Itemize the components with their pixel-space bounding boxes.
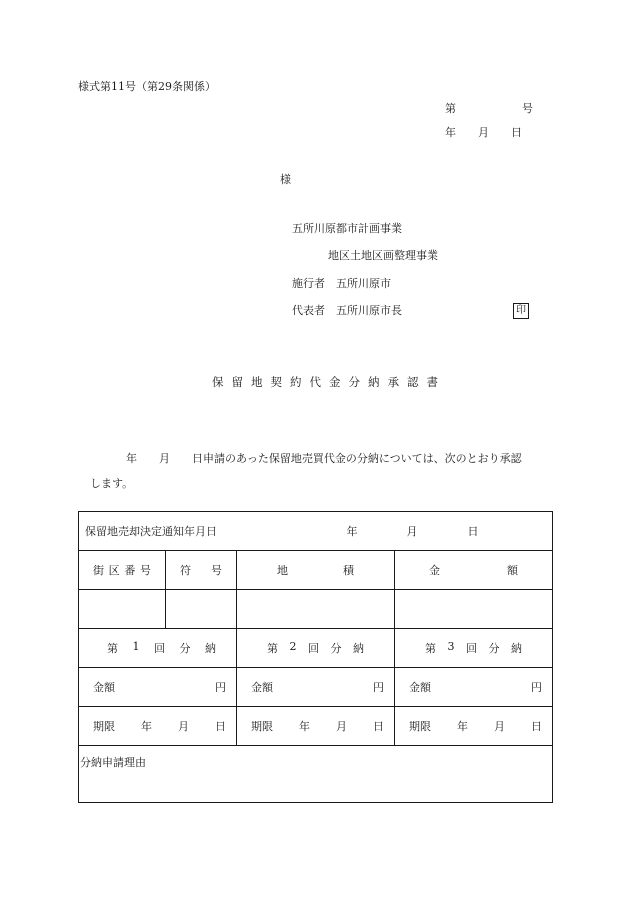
decision-date-day: 日	[467, 525, 479, 538]
reason-cell[interactable]	[79, 746, 553, 803]
header-amount: 金 額	[395, 551, 553, 590]
decision-date-row	[79, 512, 553, 551]
document-number: 第 号	[445, 102, 533, 115]
lot-number-input[interactable]	[166, 590, 237, 629]
installment-2-amount[interactable]: 金額 円	[237, 668, 395, 707]
installment-3-amount[interactable]: 金額 円	[395, 668, 553, 707]
approval-text	[78, 446, 553, 497]
header-area: 地 積	[237, 551, 395, 590]
project-name-line1: 五所川原都市計画事業	[292, 222, 402, 235]
approval-text-line1: 年 月 日申請のあった保留地売買代金の分納については、次のとおり承認	[126, 452, 522, 465]
reason-row	[79, 746, 553, 803]
document-date: 年 月 日	[445, 126, 522, 139]
installment-1-header: 第 1 回 分 納	[79, 629, 237, 668]
approval-text-line2: します。	[90, 477, 134, 491]
form-number: 様式第11号（第29条関係）	[78, 80, 216, 93]
amount-row	[79, 668, 553, 707]
block-number-input[interactable]	[79, 590, 166, 629]
document-title: 保留地契約代金分納承認書	[212, 375, 446, 389]
decision-date-month: 月	[406, 525, 418, 538]
area-input[interactable]	[237, 590, 395, 629]
installment-2-deadline[interactable]: 期限 年 月 日	[237, 707, 395, 746]
decision-date-label: 保留地売却決定通知年月日	[85, 525, 217, 538]
deadline-row	[79, 707, 553, 746]
installment-1-amount[interactable]: 金額 円	[79, 668, 237, 707]
executor: 施行者 五所川原市	[292, 277, 391, 290]
installment-table	[78, 511, 553, 803]
recipient-suffix: 様	[280, 173, 291, 186]
header-block-number: 街 区 番 号	[79, 551, 166, 590]
representative: 代表者 五所川原市長	[292, 304, 402, 317]
seal-mark: 印	[513, 303, 529, 319]
header-row	[79, 551, 553, 590]
entry-row	[79, 590, 553, 629]
amount-input[interactable]	[395, 590, 553, 629]
installment-header-row	[79, 629, 553, 668]
project-name-line2: 地区土地区画整理事業	[328, 249, 438, 262]
decision-date-cell	[79, 512, 553, 551]
installment-2-header: 第 2 回 分 納	[237, 629, 395, 668]
reason-label: 分納申請理由	[80, 756, 146, 769]
installment-3-header: 第 3 回 分 納	[395, 629, 553, 668]
header-lot-number: 符 号	[166, 551, 237, 590]
decision-date-year: 年	[346, 525, 358, 538]
installment-3-deadline[interactable]: 期限 年 月 日	[395, 707, 553, 746]
installment-1-deadline[interactable]: 期限 年 月 日	[79, 707, 237, 746]
